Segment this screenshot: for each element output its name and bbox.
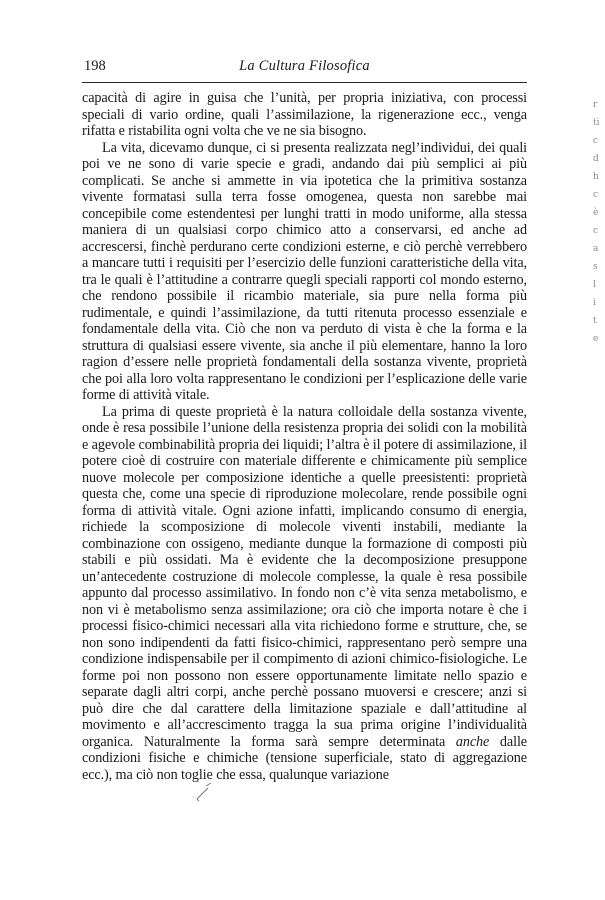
bleed-mark: c <box>593 136 599 146</box>
body-text <box>82 90 527 783</box>
bleed-mark: e <box>593 334 599 344</box>
paragraph: La vita, dicevamo dunque, ci si presenta realizzata negl’individui, dei quali poi ve ne sono di varie specie e gradi, andando dai più semplici ai più complicati. Se anche si ammette in via ipotetica che la primitiva sostanza vivente formatasi sulla terra fosse omogenea, questa non sarebbe mai concepibile come estendentesi per lunghi tratti in modo uniforme, alla stessa maniera di un qualsiasi corpo chimico atto a conservarsi, ed anche ad accrescersi, finchè perdurano certe condizioni esterne, e ciò perchè verrebbero a mancare tutti i requisiti per l’esercizio delle funzioni caratteristiche della vita, tra le quali è l’attitudine a contrarre quegli speciali rapporti col mondo esterno, che rendono possibile il ricambio materiale, sia pure nella forma più rudimentale, e quindi l’assimilazione, da tutti ritenuta processo essenziale e fondamentale della vita. Ciò che non va perduto di vista è che la forma e la struttura di qualsiasi essere vivente, sia anche il più elementare, hanno la loro ragion d’essere nelle proprietà fondamentali della sostanza vivente, proprietà che poi alla loro volta rappresentano le condizioni per l’esplicazione delle varie forme di attività vitale. <box>82 139 527 403</box>
bleed-mark: h <box>593 172 599 182</box>
header-rule <box>82 82 527 83</box>
bleed-mark: ti <box>593 118 600 128</box>
bleed-mark: c <box>593 190 599 200</box>
bleed-mark: s <box>593 262 598 272</box>
paragraph-text: dalle condizioni fisiche e chimiche (tensione superficiale, stato di aggregazione ecc.), ma ciò non toglie che essa, qualunque variazione <box>82 733 527 783</box>
journal-title: La Cultura Filosofica <box>239 58 370 74</box>
bleed-mark: r <box>593 100 598 110</box>
bleed-mark: t <box>593 316 597 326</box>
margin-bleed-through <box>593 96 603 396</box>
bleed-mark: l <box>593 280 596 290</box>
page-number: 198 <box>84 58 106 74</box>
paragraph-continuation: capacità di agire in guisa che l’unità, per propria iniziativa, con processi speciali di vario ordine, quali l’assimilazione, la rigenerazione ecc., venga rifatta e ristabilita ogni volta che ve ne sia bisogno. <box>82 90 527 139</box>
bleed-mark: a <box>593 244 599 254</box>
bleed-mark: d <box>593 154 599 164</box>
book-page <box>82 54 527 783</box>
running-head <box>82 54 527 78</box>
paragraph-text: La prima di queste proprietà è la natura colloidale della sostanza vivente, onde è resa possibile l’unione della resistenza propria dei solidi con la mobilità e agevole combinabilità propria dei liquidi; l’altra è il potere di assimilazione, il potere cioè di costruire con materiale differente e chimicamente più semplice nuove molecole per composizione identiche a quelle preesistenti: proprietà questa che, come una specie di riproduzione molecolare, rende possibile ogni forma di attività vitale. Ogni azione infatti, implicando consumo di energia, richiede la scomposizione di molecole viventi instabili, mediante la combinazione con ossigeno, mediante dunque la formazione di composti più stabili e più ossidati. Ma è evidente che la decomposizione presuppone un’antecedente costruzione di molecole complesse, la quale è resa possibile appunto dal processo assimilativo. In fondo non c’è vita senza metabolismo, e non vi è metabolismo senza assimilazione; ora ciò che importa notare è che i processi fisico-chimici necessari alla vita richiedono forme e strutture, che, se non sono indipendenti da fatti fisico-chimici, rappresentano però sempre una condizione indispensabile per il compimento di azioni chimico-fisiologiche. Le forme poi non possono non essere opportunamente limitate nello spazio e separate dagli altri corpi, anche perchè possano muoversi e crescere; anzi si può dire che dal carattere della limitazione spaziale e dall’attitudine al movimento e all’accrescimento tragga la sua prima origine l’individualità organica. Naturalmente la forma sarà sempre determinata <box>82 403 527 750</box>
pen-mark <box>194 780 216 802</box>
paragraph <box>82 404 527 784</box>
emphasized-word: anche <box>455 733 490 750</box>
bleed-mark: c <box>593 226 599 236</box>
bleed-mark: i <box>593 298 596 308</box>
bleed-mark: è <box>593 208 599 218</box>
